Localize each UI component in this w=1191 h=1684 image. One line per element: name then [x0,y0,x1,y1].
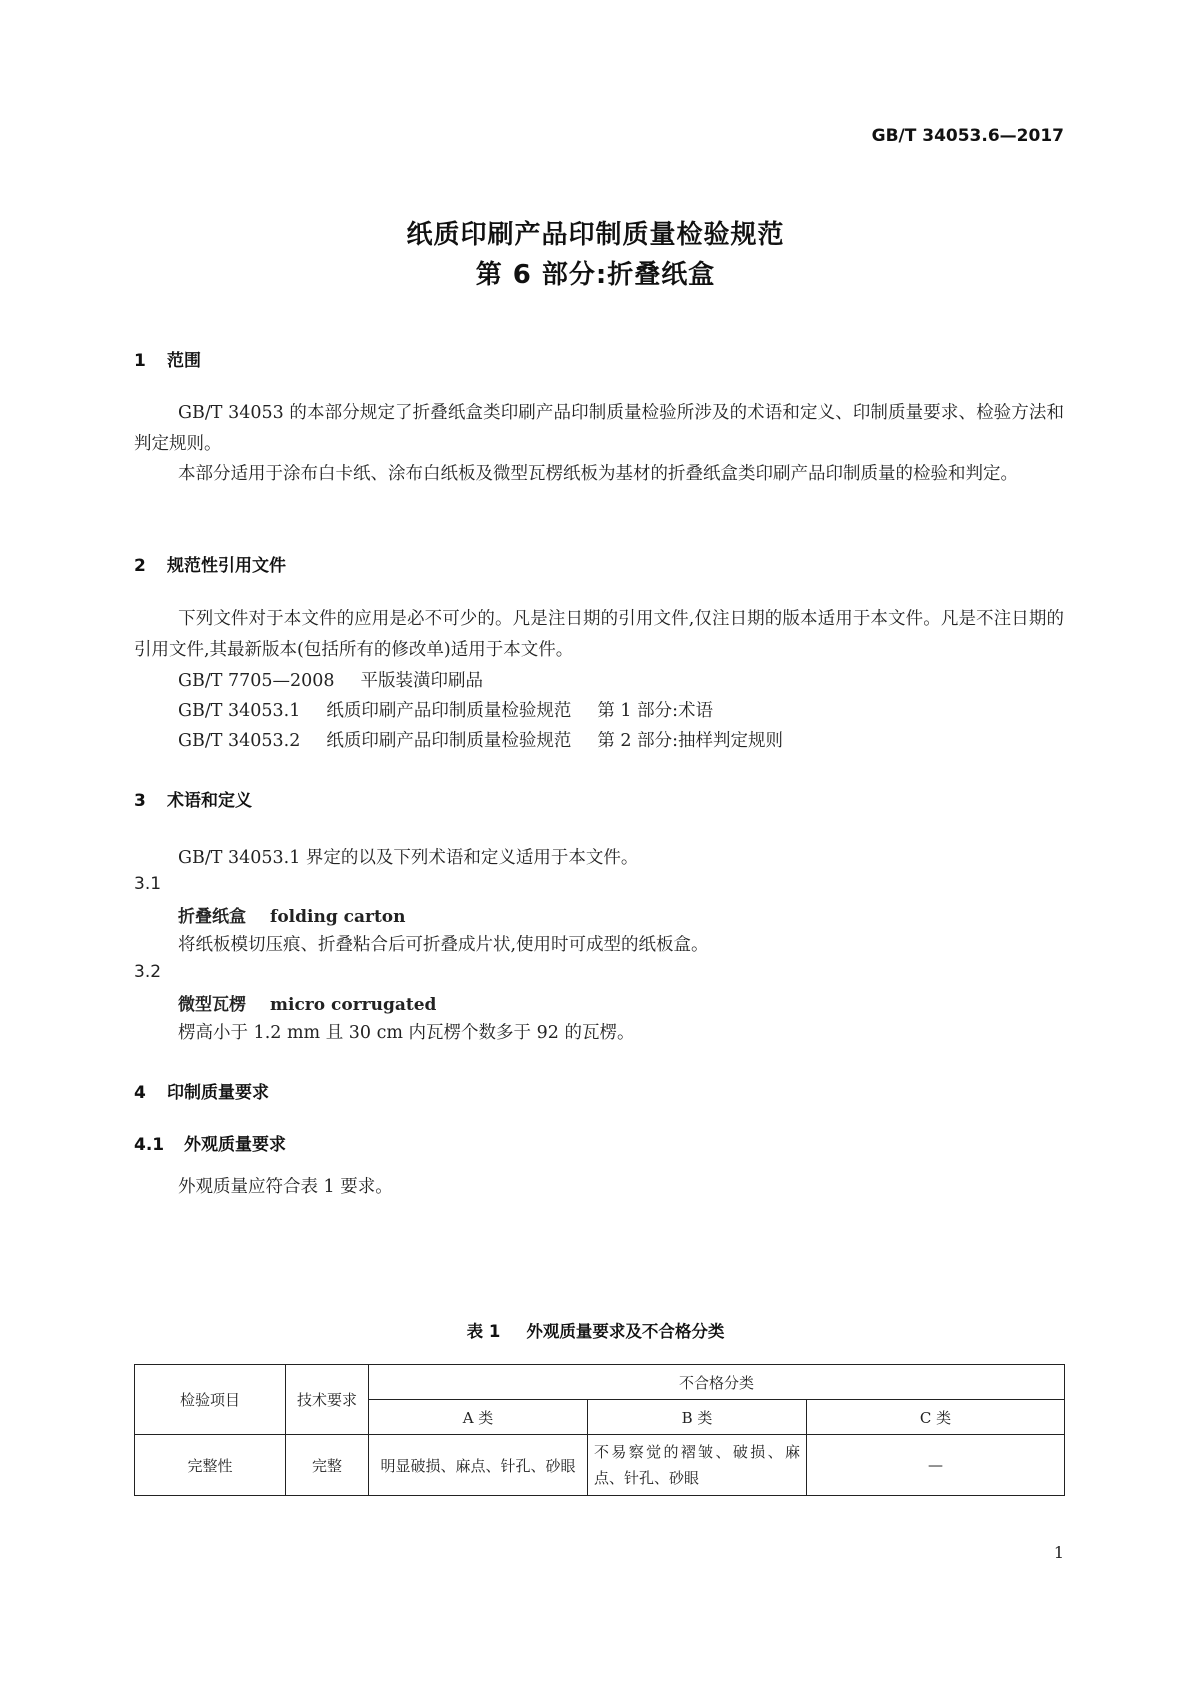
paragraph-text: 下列文件对于本文件的应用是必不可少的。凡是注日期的引用文件,仅注日期的版本适用于本文件。凡是不注日期的引用文件,其最新版本(包括所有的修改单)适用于本文件。 [134,609,1064,660]
scope-paragraph-1 [134,398,1064,460]
reference-code: GB/T 34053.2 [178,731,301,751]
reference-title: 纸质印刷产品印制质量检验规范 [326,701,572,721]
cell-requirement: 完整 [286,1435,369,1496]
header-inspection-item: 检验项目 [135,1365,286,1435]
paragraph-text: GB/T 34053 的本部分规定了折叠纸盒类印刷产品印制质量检验所涉及的术语和定义、印制质量要求、检验方法和判定规则。 [134,403,1064,454]
term-number: 3.2 [134,962,162,982]
header-nonconformity-class: 不合格分类 [369,1365,1065,1400]
subsection-number: 4.1 [134,1135,165,1155]
header-class-b: B 类 [588,1400,807,1435]
paragraph-text: 本部分适用于涂布白卡纸、涂布白纸板及微型瓦楞纸板为基材的折叠纸盒类印刷产品印制质量的检验和判定。 [178,464,1018,484]
scope-paragraph-2 [134,459,1064,490]
table-row [135,1435,1065,1496]
terms-intro: GB/T 34053.1 界定的以及下列术语和定义适用于本文件。 [178,848,639,868]
cell-class-a: 明显破损、麻点、针孔、砂眼 [369,1435,588,1496]
subsection-4-1-text: 外观质量应符合表 1 要求。 [178,1177,393,1197]
table-caption [0,1318,1191,1342]
document-title-line1: 纸质印刷产品印制质量检验规范 [406,220,785,250]
header-class-a: A 类 [369,1400,588,1435]
section-title: 印制质量要求 [167,1083,269,1103]
section-number: 1 [134,351,146,371]
term-definition: 楞高小于 1.2 mm 且 30 cm 内瓦楞个数多于 92 的瓦楞。 [178,1023,635,1043]
term-name [178,990,436,1015]
section-1-heading [134,346,201,371]
reference-item [178,697,713,722]
subsection-title: 外观质量要求 [184,1135,286,1155]
section-title: 规范性引用文件 [167,556,286,576]
reference-code: GB/T 7705—2008 [178,671,335,691]
term-name [178,902,406,927]
term-zh: 微型瓦楞 [178,995,246,1015]
section-title: 范围 [167,351,201,371]
page-number: 1 [1053,1543,1064,1562]
references-intro [134,604,1064,666]
cell-item: 完整性 [135,1435,286,1496]
table-caption-text: 外观质量要求及不合格分类 [526,1322,725,1341]
cell-class-c: — [807,1435,1065,1496]
table-caption-label: 表 1 [466,1322,501,1341]
standard-code: GB/T 34053.6—2017 [871,126,1064,146]
reference-code: GB/T 34053.1 [178,701,301,721]
cell-class-b: 不易察觉的褶皱、破损、麻点、针孔、砂眼 [588,1435,807,1496]
term-en: folding carton [270,907,406,927]
section-number: 4 [134,1083,146,1103]
reference-item [178,727,783,752]
term-en: micro corrugated [270,995,437,1015]
term-zh: 折叠纸盒 [178,907,246,927]
section-title: 术语和定义 [167,791,252,811]
section-3-heading [134,786,252,811]
term-definition: 将纸板模切压痕、折叠粘合后可折叠成片状,使用时可成型的纸板盒。 [178,935,709,955]
quality-requirements-table [134,1364,1065,1496]
reference-item [178,667,483,692]
document-title-line2: 第 6 部分:折叠纸盒 [475,260,716,290]
reference-part: 第 1 部分:术语 [597,701,713,721]
reference-title: 平版装潢印刷品 [360,671,484,691]
section-4-heading [134,1078,269,1103]
term-number: 3.1 [134,874,162,894]
reference-part: 第 2 部分:抽样判定规则 [597,731,783,751]
reference-title: 纸质印刷产品印制质量检验规范 [326,731,572,751]
header-class-c: C 类 [807,1400,1065,1435]
header-technical-requirement: 技术要求 [286,1365,369,1435]
section-number: 3 [134,791,146,811]
subsection-4-1-heading [134,1130,286,1155]
section-2-heading [134,551,286,576]
section-number: 2 [134,556,146,576]
